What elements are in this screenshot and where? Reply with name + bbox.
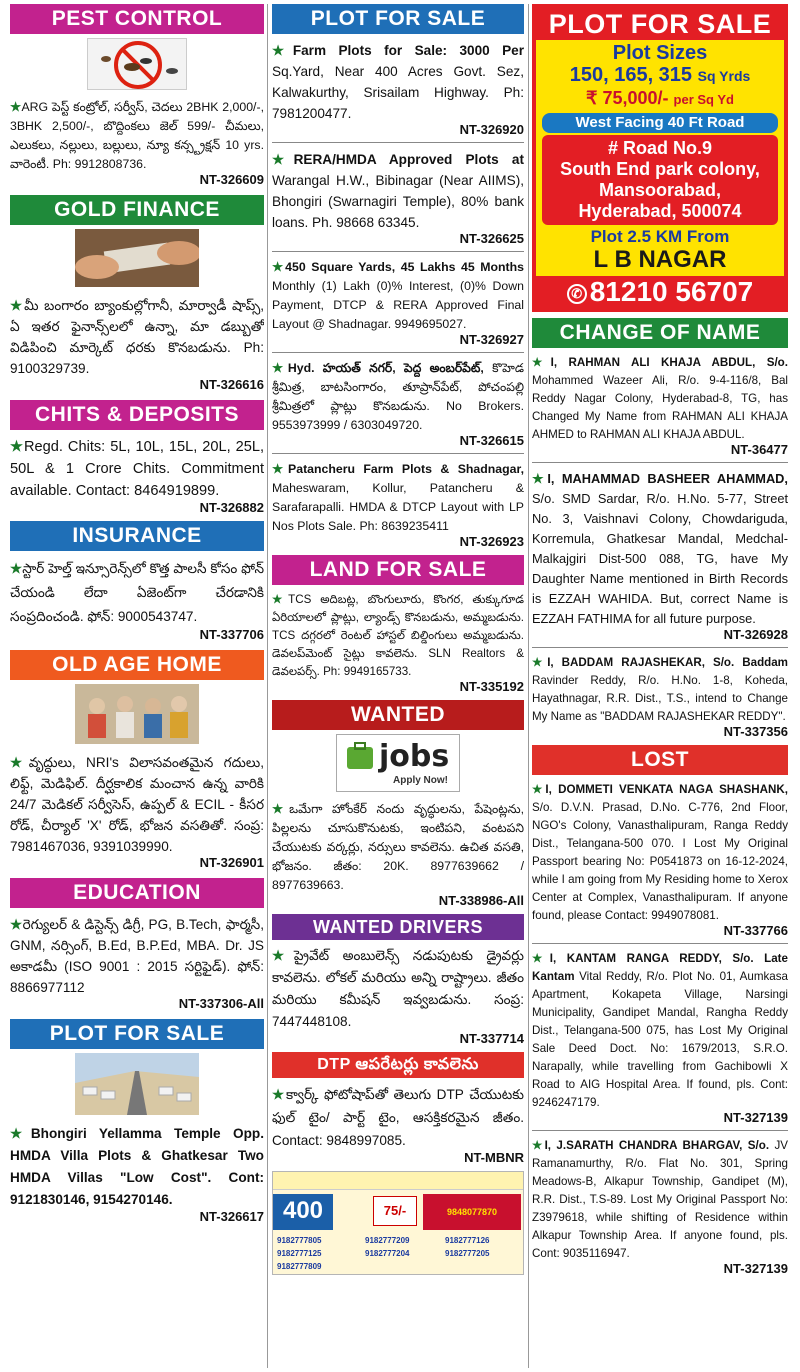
- star-icon: ★: [10, 100, 22, 114]
- wanted-header: WANTED: [272, 700, 524, 730]
- ad-code: NT-326617: [199, 1209, 264, 1224]
- ad-code: NT-326923: [459, 534, 524, 549]
- ad-text: S/o. SMD Sardar, R/o. H.No. 5-77, Street No. 3, Vaishnavi Colony, Chowdariguda, Korremula, Ghatkesar Mandal, Medchal-Malkajgiri Dist-500 088, TG, have My Daughter Name mentioned in Birth Records is EZZAH WAHIDA. But, correct Name is EZZAH FATHIMA for all future purpose.: [532, 491, 788, 626]
- change-of-name-ad-3: [532, 652, 788, 741]
- ad-code: NT-326616: [199, 377, 264, 392]
- ad-code: NT-327139: [723, 1110, 788, 1125]
- display-ad-title: PLOT FOR SALE: [536, 8, 784, 40]
- ad-text: వృద్ధులు, NRI's విలాసవంతమైన గదులు, లిఫ్ట్, మెడిఫిల్. దీర్ఘకాలిక మంచాన ఉన్న వారికి 24/7 మెడికల్ సర్వీసెస్, ఉప్పల్ & ECIL - కీసర రోడ్, చీర్యాల్ 'X' రోడ్, భోజన వసతితో. సంప్ర: 7981467036, 9391039990.: [10, 755, 264, 854]
- ad-code: NT-337714: [459, 1031, 524, 1046]
- ad-phone: 9182777126: [445, 1236, 490, 1245]
- old-age-home-ad: [10, 750, 264, 872]
- star-icon: ★: [532, 952, 550, 965]
- ad-text: Vital Reddy, R/o. Plot No. 01, Aumkasa Apartment, Kokapeta Village, Narsingi Municipality, Gandipet Mandal, Rangha Reddy Dist., Telangana-500 075, has Lost My Original Sale Deed Doct. No: 1679/2013, S.R.O. Narapally, while travelling from Gachibowli X Road to AIG Hospital Area. If found, pls. Cont: 9246247179.: [532, 970, 788, 1109]
- star-icon: ★: [532, 471, 548, 486]
- insurance-ad: [10, 555, 264, 644]
- distance-text: Plot 2.5 KM From: [590, 227, 730, 246]
- place-name: L B NAGAR: [593, 246, 727, 273]
- ad-text: Ravinder Reddy, R/o. H.No. 1-8, Koheda, Hayathnagar, R.R. Dist., T.S., intend to Change My Name as "BADDAM RAJASHEKAR REDDY".: [532, 674, 788, 723]
- ad-lead: I, RAHMAN ALI KHAJA ABDUL, S/o.: [550, 356, 788, 369]
- ad-text: Regd. Chits: 5L, 10L, 15L, 20L, 25L, 50L & 1 Crore Chits. Commitment available. Contact: 8464919899.: [10, 439, 264, 499]
- plot-ad-5: [272, 458, 524, 551]
- ad-phone: 9182777209: [365, 1236, 410, 1245]
- ad-code: NT-326927: [459, 332, 524, 347]
- wanted-drivers-ad: [272, 943, 524, 1048]
- change-of-name-ad-2: [532, 467, 788, 644]
- dtp-ad: [272, 1081, 524, 1167]
- jobs-logo-text: jobs: [379, 739, 450, 774]
- education-header: EDUCATION: [10, 878, 264, 908]
- pest-control-header: PEST CONTROL: [10, 4, 264, 34]
- elderly-people-image: [75, 684, 199, 744]
- phone-number: 81210 56707: [589, 276, 754, 307]
- star-icon: ★: [272, 260, 286, 274]
- plot-price: ₹ 75,000/-: [586, 88, 669, 108]
- ad-text: TCS అదిబట్ల, బొంగులూరు, కొంగర, తుక్కుగూడ ఏరియాలలో ప్లాట్లు, ల్యాండ్స్ కొనబడును, అమ్మబడును. TCS దగ్గరలో రెంటల్ హాస్టల్ బిల్డింగులు అమ్మబడును. డెవలప్‌మెంట్ సైట్లు కావలెను. SLN Realtors & డెవలపర్స్. Ph: 9949165733.: [272, 593, 524, 678]
- address-line: Hyderabad, 500074: [578, 201, 742, 221]
- ad-code: NT-327139: [723, 1261, 788, 1276]
- plot-ad-4: [272, 357, 524, 450]
- star-icon: ★: [272, 462, 289, 476]
- ad-lead: Farm Plots for Sale: 3000 Per: [292, 43, 524, 58]
- wanted-ad: [272, 798, 524, 910]
- dtp-header: DTP ఆపరేటర్లు కావలెను: [272, 1052, 524, 1078]
- phone-icon: ✆: [567, 284, 587, 304]
- ad-separator: [272, 352, 524, 353]
- ad-text: S/o. D.V.N. Prasad, D.No. C-776, 2nd Floor, NGO's Colony, Vanasthalipuram, Ranga Reddy Dist., Telangana-500 070. I Lost My Original Passport bearing No: P0541873 on 16-12-2024, while I am going from My Residing home to Xerox Center at Complex, Vanasthalipuram. If anyone found, please Contact: 9949078081.: [532, 801, 788, 922]
- ad-lead: I, MAHAMMAD BASHEER AHAMMAD,: [547, 471, 788, 486]
- plot-layout-image: [75, 1053, 199, 1115]
- ad-lead: I, BADDAM RAJASHEKAR, S/o. Baddam: [547, 656, 788, 669]
- address-line: # Road No.9: [607, 138, 713, 158]
- ad-code: NT-326882: [199, 500, 264, 515]
- star-icon: ★: [10, 1126, 31, 1141]
- ad-text: Sq.Yard, Near 400 Acres Govt. Sez, Kalwakurthy, Srisailam Highway. Ph: 7981200477.: [272, 64, 524, 121]
- ad-separator: [272, 142, 524, 143]
- ad-separator: [532, 1130, 788, 1131]
- plot-for-sale-header: PLOT FOR SALE: [272, 4, 524, 34]
- ad-phone: 9182777205: [445, 1249, 490, 1258]
- ad-phone: 9182777809: [277, 1262, 322, 1271]
- price-big: 400: [282, 1197, 324, 1224]
- ad-text: Mohammed Wazeer Ali, R/o. 9-4-116/8, Bal Reddy Nagar Colony, Hyderabad-8, TG, has Changed My Name from RAHMAN ALI KHAJA AHMED to RAHMAN ALI KHAJA ABDUL.: [532, 374, 788, 441]
- plot-ad-1: [272, 38, 524, 139]
- lost-ad-2: [532, 948, 788, 1127]
- lost-header: LOST: [532, 745, 788, 775]
- education-ad: [10, 912, 264, 1013]
- ad-code: NT-335192: [459, 679, 524, 694]
- pest-control-ad: [10, 96, 264, 189]
- star-icon: ★: [272, 152, 294, 167]
- star-icon: ★: [272, 361, 288, 375]
- ad-code: NT-326901: [199, 855, 264, 870]
- star-icon: ★: [532, 1139, 545, 1152]
- star-icon: ★: [272, 802, 290, 816]
- ad-phone: 9182777204: [365, 1249, 410, 1258]
- land-for-sale-header: LAND FOR SALE: [272, 555, 524, 585]
- column-3: [532, 4, 788, 1368]
- ad-lead: 450 Square Yards, 45 Lakhs 45 Months: [285, 260, 524, 274]
- plot-ad-2: [272, 147, 524, 248]
- gold-finance-ad: [10, 293, 264, 394]
- ad-text: Warangal H.W., Bibinagar (Near AIIMS), Bhongiri (Swarnagiri Temple), 80% bank loans. Ph. 98668 63345.: [272, 173, 524, 230]
- ad-separator: [532, 943, 788, 944]
- ad-code: NT-326609: [199, 172, 264, 187]
- star-icon: ★: [272, 43, 293, 58]
- ad-text: కొహెడ శ్రీమిత్ర, బాటసింగారం, తూప్రాన్‌పేట్, పోచంపల్లి శ్రీమిత్రలో ప్లాట్లు కొనబడును. No Brokers. 9553973999 / 6303049720.: [272, 361, 524, 432]
- star-icon: ★: [10, 561, 23, 576]
- jobs-logo: [336, 734, 460, 792]
- plot-for-sale-header: PLOT FOR SALE: [10, 1019, 264, 1049]
- plot-address: [542, 135, 778, 225]
- ad-text: మీ బంగారం బ్యాంకుల్లోగానీ, మార్వాడీ షాప్స్, ఏ ఇతర ఫైనాన్స్‌లలో ఉన్నా, మా డబ్బుతో విడిపించి మార్కెట్ ధరకు కొనబడును. Ph: 9100329739.: [10, 298, 264, 376]
- plot-ad-3: [272, 256, 524, 349]
- star-icon: ★: [532, 783, 546, 796]
- display-ad-phone: [536, 276, 784, 308]
- star-icon: ★: [532, 656, 548, 669]
- ad-code: NT-337356: [723, 724, 788, 739]
- ad-text: రెగ్యులర్ & డిస్టెన్స్ డిగ్రీ, PG, B.Tech, ఫార్మసీ, GNM, నర్సింగ్, B.Ed, B.P.Ed, MBA. Dr. JS అకాడమీ (ISO 9001 : 2015 సర్టిఫైడ్). ఫోన్: 8866977112: [10, 917, 264, 995]
- old-age-home-header: OLD AGE HOME: [10, 650, 264, 680]
- ad-lead: I, DOMMETI VENKATA NAGA SHASHANK,: [545, 783, 788, 796]
- ad-code: NT-326625: [459, 231, 524, 246]
- ad-text: స్టార్ హెల్త్ ఇన్సూరెన్స్‌లో కొత్త పాలసీ కోసం ఫోన్ చేయండి లేదా ఏజెంట్‌గా చేరడానికి సంప్రదించండి. ఫోన్: 9000543747.: [10, 561, 264, 624]
- ad-text: Bhongiri Yellamma Temple Opp. HMDA Villa Plots & Ghatkesar Two HMDA Villas "Low Cost". Cont: 9121830146, 9154270146.: [10, 1126, 264, 1207]
- insurance-header: INSURANCE: [10, 521, 264, 551]
- plot-for-sale-ad: [10, 1121, 264, 1226]
- ad-separator: [532, 462, 788, 463]
- column-divider: [528, 4, 529, 1368]
- ad-text: ప్రైవేట్ అంబులెన్స్ నడుపుటకు డ్రైవర్లు కావలెను. లోకల్ మరియు అన్ని రాష్ట్రాలు. జీతం మరియు కమీషన్ ఇవ్వబడును. సంప్ర: 7447448108.: [272, 948, 524, 1029]
- ad-phone: 9182777125: [277, 1249, 322, 1258]
- column-divider: [267, 4, 268, 1368]
- star-icon: ★: [272, 1087, 286, 1102]
- wanted-drivers-header: WANTED DRIVERS: [272, 914, 524, 940]
- ad-text: Maheswaram, Kollur, Patancheru & Sarafarapalli. HMDA & DTCP Layout with LP Nos Plots Sale. Ph: 8639235411: [272, 481, 524, 533]
- star-icon: ★: [532, 356, 551, 369]
- ad-separator: [272, 251, 524, 252]
- ad-code: NT-337306-All: [178, 996, 264, 1011]
- ad-phone: 9182777805: [277, 1236, 322, 1245]
- column-1: [10, 4, 264, 1368]
- ad-lead: I, KANTAM RANGA REDDY, S/o. Late Kantam: [532, 952, 788, 983]
- ad-code: NT-338986-All: [438, 893, 524, 908]
- chits-ad: [10, 434, 264, 517]
- address-line: Mansoorabad,: [598, 180, 722, 200]
- column-2: [272, 4, 524, 1368]
- ad-code: NT-326615: [459, 433, 524, 448]
- star-icon: ★: [10, 298, 25, 313]
- change-of-name-header: CHANGE OF NAME: [532, 318, 788, 348]
- ad-code: NT-326920: [459, 122, 524, 137]
- star-icon: ★: [272, 593, 289, 606]
- address-line: South End park colony,: [560, 159, 760, 179]
- ad-text: JV Ramanamurthy, R/o. Flat No. 301, Spring Meadows-B, Alkapur Township, Gandipet (M), R.R. Dist., T.S-89. Lost My Original Passport No: Z3979618, while shifting of Residence within Alkapur Township Area. If anyone found, pls. Cont: 9035116947.: [532, 1139, 788, 1260]
- star-icon: ★: [272, 948, 294, 963]
- ad-text: Monthly (1) Lakh (0)% Interest, (0)% Down Payment, DTCP & RERA Approved Final Layout @ Shadnagar. 9949695027.: [272, 279, 524, 331]
- lost-ad-1: [532, 779, 788, 940]
- chits-header: CHITS & DEPOSITS: [10, 400, 264, 430]
- pest-icon: [87, 38, 187, 90]
- money-hands-image: [75, 229, 199, 287]
- facing-road: West Facing 40 Ft Road: [542, 113, 778, 133]
- land-for-sale-ad: [272, 589, 524, 696]
- bottom-display-ad: [272, 1171, 524, 1275]
- ad-code: NT-326928: [723, 627, 788, 642]
- price-small: 75/-: [373, 1196, 417, 1226]
- plot-price-unit: per Sq Yd: [673, 92, 734, 107]
- star-icon: ★: [10, 439, 25, 455]
- plot-for-sale-display-ad: [532, 4, 788, 312]
- ad-code: NT-337766: [723, 923, 788, 938]
- plot-sizes: 150, 165, 315: [569, 64, 693, 86]
- ad-code: NT-36477: [730, 442, 788, 457]
- lost-ad-3: [532, 1135, 788, 1278]
- star-icon: ★: [10, 917, 23, 932]
- ad-code: NT-337706: [199, 627, 264, 642]
- main-phone: 9848077870: [423, 1194, 521, 1230]
- ad-separator: [532, 647, 788, 648]
- ad-lead: I, J.SARATH CHANDRA BHARGAV, S/o.: [544, 1139, 770, 1152]
- ad-text: ఒమేగా హోంకేర్ నందు వృద్ధులను, పేషెంట్లను, పిల్లలను చూసుకొనుటకు, ఇంటిపని, వంటపని చేయుటకు వర్కర్లు, నర్సులు కావలెను. ఉచిత వసతి, భోజనం. జీతం: 20K. 8977639662 / 8977639663.: [272, 802, 524, 892]
- star-icon: ★: [10, 755, 29, 770]
- plot-sizes-label: Plot Sizes: [612, 42, 708, 64]
- ad-code: NT-MBNR: [464, 1150, 524, 1165]
- ad-text: ARG పెస్ట్ కంట్రోల్, సర్వీస్, చెదలు 2BHK 2,000/-, 3BHK 2,500/-, బొద్దింకలు జెల్ 599/- చీమలు, ఎలుకలు, నల్లులు, బల్లులు, న్యూ కన్స్ట్రక్షన్ 10 yrs. వారెంటీ. Ph: 9912808736.: [10, 100, 264, 171]
- ad-lead: Patancheru Farm Plots & Shadnagar,: [288, 462, 524, 476]
- change-of-name-ad-1: [532, 352, 788, 459]
- ad-separator: [272, 453, 524, 454]
- ad-lead: Hyd. హయత్ నగర్, పెద్ద అంబర్‌పేట్,: [287, 361, 484, 375]
- ad-lead: RERA/HMDA Approved Plots at: [293, 152, 524, 167]
- gold-finance-header: GOLD FINANCE: [10, 195, 264, 225]
- display-ad-body: [536, 8, 784, 276]
- ad-text: క్వార్క్ ఫోటోషాప్‌తో తెలుగు DTP చేయుటకు ఫుల్ టైం/ పార్ట్ టైం, ఆసక్తికరమైన జీతం. Contact: 9848997085.: [272, 1087, 524, 1148]
- jobs-logo-subtext: Apply Now!: [393, 775, 448, 786]
- plot-sizes-unit: Sq Yrds: [697, 68, 751, 84]
